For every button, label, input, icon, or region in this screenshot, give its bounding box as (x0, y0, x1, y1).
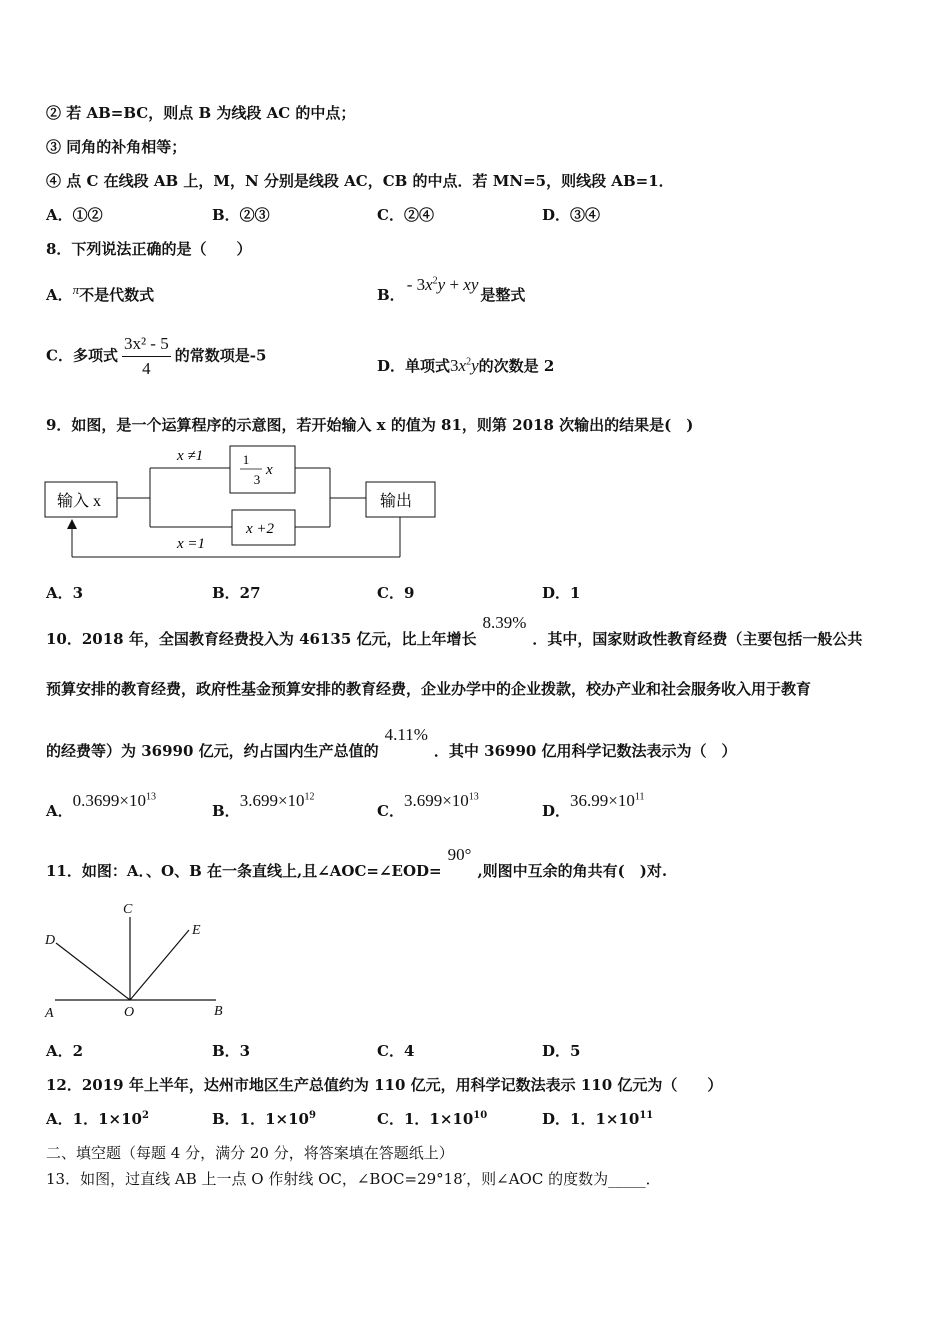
q9-output-label: 输出 (380, 493, 413, 510)
q11-label-o: O (124, 1005, 135, 1020)
q7-option-a: A．①② (46, 206, 103, 224)
q7-statement-3: ③ 同角的补角相等； (46, 138, 187, 156)
q7-statement-2: ② 若 AB=BC，则点 B 为线段 AC 的中点； (46, 104, 356, 122)
q8-option-b-label: B． (377, 286, 405, 304)
q10-option-b-base: 3.699×10 (239, 791, 305, 810)
q12-option-b-base: B．1．1×10 (212, 1110, 309, 1128)
q12-option-a-exponent: 2 (141, 1110, 149, 1121)
q8-option-d-text: 的次数是 2 (478, 357, 555, 375)
q13-stem: 13．如图，过直线 AB 上一点 O 作射线 OC，∠BOC=29°18′，则∠AOC 的度数为_____． (46, 1170, 661, 1188)
q10-percent-1: 8.39% (482, 613, 527, 632)
q8-option-c (46, 334, 266, 379)
q12-option-d (542, 1108, 653, 1129)
q10-option-a-label: A． (46, 802, 73, 820)
q9-option-b: B．27 (212, 584, 261, 602)
q9-condition-top: x ≠1 (177, 448, 204, 464)
q10-option-a-base: 0.3699×10 (72, 791, 146, 810)
q10-option-b-label: B． (212, 802, 240, 820)
q11-label-e: E (192, 923, 201, 938)
q9-stem: 9．如图，是一个运算程序的示意图，若开始输入 x 的值为 81，则第 2018 次输出的结果是( ) (46, 416, 694, 434)
q10-option-a (46, 791, 156, 821)
q10-option-a-exponent: 13 (145, 791, 156, 803)
q8-stem: 8．下列说法正确的是（ ） (46, 240, 252, 258)
q11-label-b: B (214, 1004, 223, 1019)
q7-option-d: D．③④ (542, 206, 601, 224)
q11-label-c: C (123, 902, 133, 917)
q11-ray-od (56, 943, 130, 1000)
q12-option-a (46, 1108, 149, 1129)
q11-stem-a: 11．如图：A．、O、B 在一条直线上,且∠AOC=∠EOD= (46, 862, 442, 880)
q12-option-b (212, 1108, 316, 1129)
q10-option-d-label: D． (542, 802, 571, 820)
q11-angle-figure (40, 895, 240, 1030)
q9-frac-denominator: 3 (253, 472, 261, 487)
q12-option-c-exponent: 10 (473, 1110, 488, 1121)
q8-option-c-denominator: 4 (142, 359, 151, 378)
q9-bottom-box-label: x +2 (246, 521, 275, 537)
q11-ray-oe (130, 930, 189, 1000)
q10-option-b-exponent: 12 (304, 791, 315, 803)
q10-option-a-value (73, 791, 156, 810)
q10-option-b (212, 791, 315, 821)
q10-line-3-a: 的经费等）为 36990 亿元，约占国内生产总值的 (46, 742, 379, 760)
q10-line-3-b: ．其中 36990 亿用科学记数法表示为（ ） (433, 742, 737, 760)
q11-option-b: B．3 (212, 1042, 251, 1060)
q10-option-c-base: 3.699×10 (403, 791, 469, 810)
q9-option-a: A．3 (46, 584, 84, 602)
q11-angle: 90° (447, 845, 472, 864)
q10-percent-2: 4.11% (384, 725, 428, 744)
q7-option-c: C．②④ (377, 206, 434, 224)
q12-option-c-base: C．1．1×10 (377, 1110, 474, 1128)
q8-option-c-text: 的常数项是-5 (174, 346, 267, 365)
q12-option-a-base: A．1．1×10 (46, 1110, 142, 1128)
q10-option-c (377, 791, 479, 821)
q10-option-c-exponent: 13 (468, 791, 479, 803)
q8-option-c-fraction (122, 334, 171, 379)
q11-label-a: A (45, 1006, 54, 1021)
q7-statement-4: ④ 点 C 在线段 AB 上，M，N 分别是线段 AC，CB 的中点．若 MN=5，则线段 AB=1． (46, 172, 674, 190)
q8-option-c-label: C．多项式 (46, 346, 118, 365)
q11-stem (46, 845, 668, 881)
q10-option-d (542, 791, 645, 821)
q8-option-b-expression: - $3x^2y$ + xy (406, 275, 479, 294)
q9-input-label: 输入 x (57, 493, 102, 510)
q11-option-c: C．4 (377, 1042, 415, 1060)
q9-option-d: D．1 (542, 584, 581, 602)
q10-line-1 (46, 613, 863, 649)
q12-option-b-exponent: 9 (309, 1110, 316, 1121)
q11-option-d: D．5 (542, 1042, 581, 1060)
q10-line-3 (46, 725, 737, 761)
q10-option-d-base: 36.99×10 (570, 791, 635, 810)
q10-line-1-b: ．其中，国家财政性教育经费（主要包括一般公共 (532, 630, 863, 648)
q9-condition-bottom: x =1 (177, 536, 206, 552)
q10-option-d-value (570, 791, 644, 810)
q8-option-d-label: D．单项式 (377, 357, 451, 375)
q10-option-c-label: C． (377, 802, 404, 820)
q8-option-b-text: 是整式 (480, 286, 526, 304)
q10-option-d-exponent: 11 (634, 791, 645, 803)
q12-option-c (377, 1108, 487, 1129)
q9-frac-numerator: 1 (242, 452, 250, 467)
q7-option-b: B．②③ (212, 206, 270, 224)
q10-line-1-a: 10．2018 年，全国教育经费投入为 46135 亿元，比上年增长 (46, 630, 477, 648)
q8-option-a-text: 不是代数式 (79, 286, 155, 304)
q8-option-d (377, 355, 554, 376)
q9-option-c: C．9 (377, 584, 415, 602)
q11-option-a: A．2 (46, 1042, 84, 1060)
section-2-title: 二、填空题（每题 4 分，满分 20 分，将答案填在答题纸上） (46, 1144, 454, 1162)
q9-flowchart (40, 440, 440, 565)
q8-option-b (377, 275, 526, 305)
q12-option-d-exponent: 11 (639, 1110, 654, 1121)
q11-label-d: D (45, 933, 56, 948)
q9-top-box (230, 446, 295, 493)
q10-option-c-value (404, 791, 479, 810)
q8-option-c-numerator: 3x² - 5 (122, 334, 171, 357)
q9-feedback-arrow (67, 519, 77, 529)
q8-option-a-label: A． (46, 286, 73, 304)
q12-stem: 12．2019 年上半年，达州市地区生产总值约为 110 亿元，用科学记数法表示 110 亿元为（ ） (46, 1076, 723, 1094)
q9-frac-variable: x (266, 462, 273, 478)
q8-option-a-pi: π (72, 282, 80, 297)
q10-option-b-value (240, 791, 315, 810)
q12-option-d-base: D．1．1×10 (542, 1110, 640, 1128)
q8-option-a (46, 284, 154, 305)
q8-option-d-expression: $3x^2y$ (450, 356, 479, 375)
q10-line-2: 预算安排的教育经费，政府性基金预算安排的教育经费，企业办学中的企业拨款，校办产业和社会服务收入用于教育 (46, 680, 812, 698)
q11-stem-b: ,则图中互余的角共有( )对. (477, 862, 668, 880)
